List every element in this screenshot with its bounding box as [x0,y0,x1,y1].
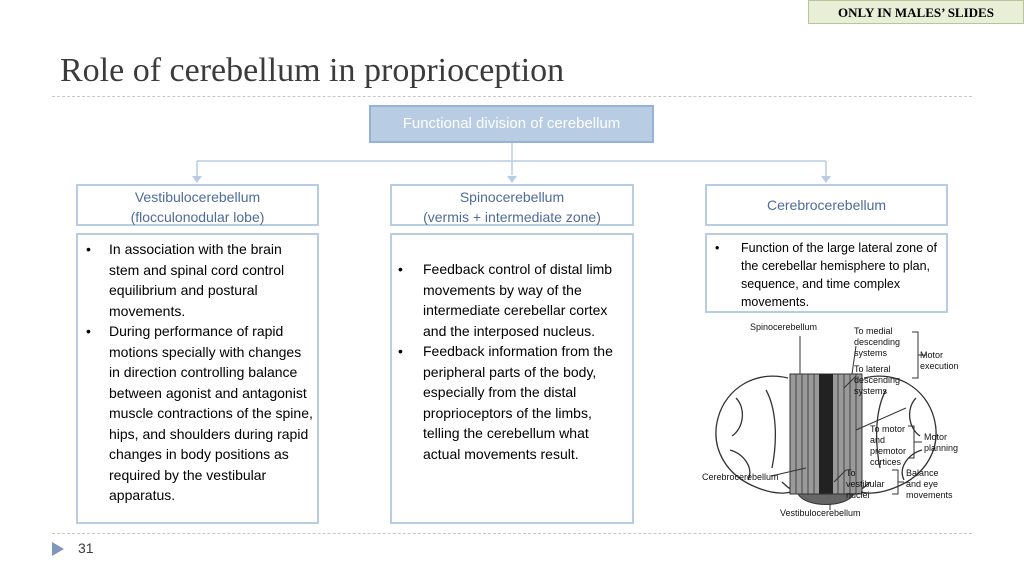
spinocerebellum-header [390,184,634,226]
motor-execution-label-1: Motor [920,350,944,360]
to-motor-label-2: and [870,435,886,445]
to-medial-label-1: To medial [854,326,893,336]
spinocerebellum-label: Spinocerebellum [750,322,818,332]
to-medial-label-2: descending [854,337,901,347]
only-in-males-tag: ONLY IN MALES’ SLIDES [808,0,1024,24]
to-motor-label-1: To motor [870,424,906,434]
to-medial-label-3: systems [854,348,888,358]
spinocerebellum-title: Spinocerebellum [459,189,565,205]
to-motor-label-3: premotor [870,446,907,456]
functional-division-box: Functional division of cerebellum [369,105,654,143]
vestibulocerebellum-header [76,184,319,226]
motor-planning-label-1: Motor [924,432,948,442]
vestibulocerebellum-label: Vestibulocerebellum [780,508,861,518]
list-item: • During performance of rapid motions specially with changes in direction controlling balance between agonist and antagonist muscle contractions of the spine, hips, and shoulders during rapid changes in body positions as required by the vestibular apparatus. [78,321,313,506]
cerebrocerebellum-header [705,184,948,226]
balance-label-1: Balance [906,468,939,478]
to-motor-label-4: cortices [870,457,902,467]
to-lateral-label-2: descending [854,375,901,385]
vestibulocerebellum-subtitle: (flocculonodular lobe) [130,209,265,225]
balance-label-2: and eye [906,479,939,489]
to-lateral-label-1: To lateral [854,364,891,374]
vestibulocerebellum-body [76,233,319,524]
to-vestibular-label-2: vestibular [846,479,885,489]
balance-label-3: movements [906,490,953,500]
cerebellum-diagram [696,318,972,524]
vermis-region [819,374,833,494]
cerebrocerebellum-title: Cerebrocerebellum [766,197,887,213]
cerebrocerebellum-body [705,233,948,313]
slide-title: Role of cerebellum in proprioception [60,52,565,89]
cerebrocerebellum-label: Cerebrocerebellum [702,472,779,482]
to-lateral-label-3: systems [854,386,888,396]
spinocerebellum-body [390,233,634,524]
list-item: • In association with the brain stem and spinal cord control equilibrium and postural movements. [78,239,313,321]
list-item: • Feedback control of distal limb movements by way of the intermediate cerebellar cortex and the interposed nucleus. [392,259,620,341]
footer-divider [52,533,972,534]
footer-arrow-icon [52,542,64,556]
page-number: 31 [78,540,94,556]
to-vestibular-label-3: nuclei [846,490,870,500]
list-item: • Feedback information from the peripheral parts of the body, especially from the distal proprioceptors of the limbs, telling the cerebellum what actual movements result. [392,341,620,464]
list-item: • Function of the large lateral zone of the cerebellar hemisphere to plan, sequence, and time complex movements. [707,239,940,311]
vestibulocerebellum-title: Vestibulocerebellum [134,189,261,205]
motor-execution-label-2: execution [920,361,959,371]
to-vestibular-label-1: To [846,468,856,478]
spinocerebellum-subtitle: (vermis + intermediate zone) [423,209,601,225]
motor-planning-label-2: planning [924,443,959,453]
